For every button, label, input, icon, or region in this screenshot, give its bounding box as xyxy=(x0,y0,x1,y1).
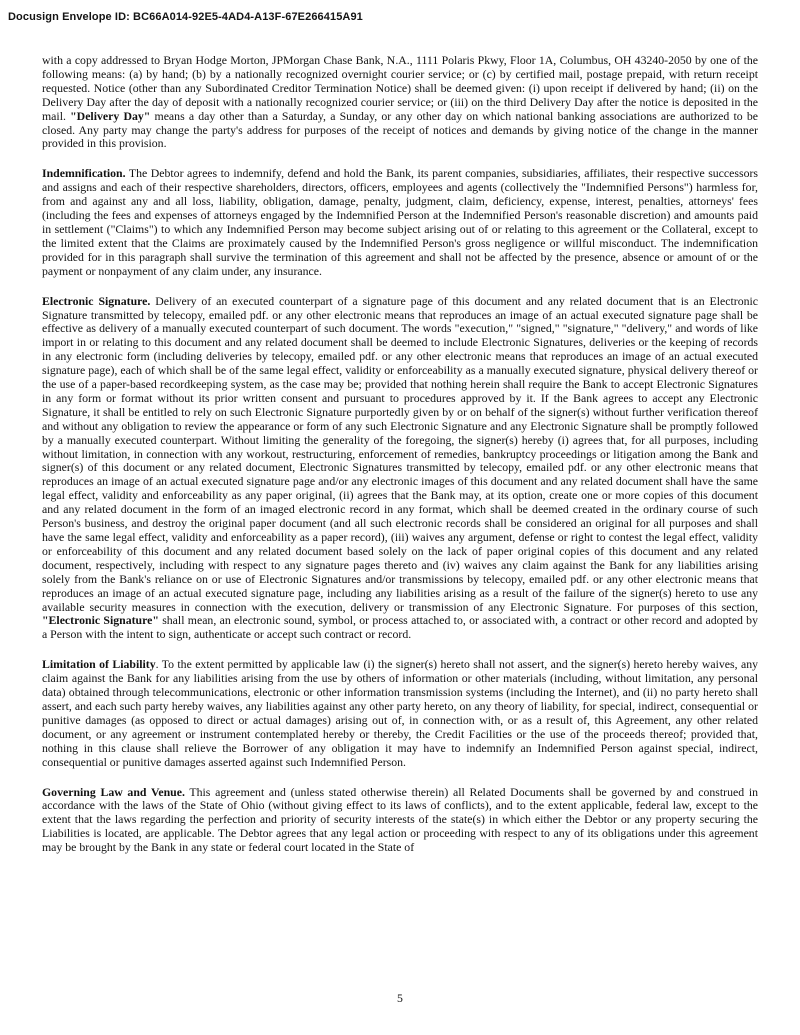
paragraph-text: with a copy addressed to Bryan Hodge Morton, JPMorgan Chase Bank, N.A., 1111 Polaris Pkwy, Floor 1A, Columbus, OH 43240-2050 by one of the following means: (a) by hand; (b) by a nationally recognized overnight courier service; or (c) by certified mail, postage prepaid, with return receipt requested. Notice (other than any Subordinated Creditor Termination Notice) shall be deemed given: (i) upon receipt if delivered by hand; (ii) on the Delivery Day after the day of deposit with a nationally recognized courier service; or (iii) on the third Delivery Day after the notice is deposited in the mail. xyxy=(42,53,758,123)
paragraph xyxy=(42,167,758,278)
paragraph-bold-text: Indemnification. xyxy=(42,166,126,181)
page-number: 5 xyxy=(397,991,403,1005)
docusign-envelope-id: Docusign Envelope ID: BC66A014-92E5-4AD4-A13F-67E266415A91 xyxy=(8,11,363,23)
paragraph-text: . To the extent permitted by applicable law (i) the signer(s) hereto shall not assert, and the signer(s) hereto hereby waives, any claim against the Bank for any liabilities arising from the use by others of information or other materials (including, without limitation, any personal data) obtained through telecommunications, electronic or other information transmission systems (including the Internet), and (ii) no party hereto shall assert, and each such party hereby waives, any liabilities against any other party hereto, on any theory of liability, for special, indirect, consequential or punitive damages (as opposed to direct or actual damages) arising out of, in connection with, or as a result of, this Agreement, any other related document, or any agreement or instrument contemplated hereby or thereby, the Credit Facilities or the use of the proceeds thereof; provided that, nothing in this clause shall relieve the Borrower of any obligation it may have to indemnify an Indemnified Person against special, indirect, consequential or punitive damages asserted against such Indemnified Person. xyxy=(42,657,758,769)
paragraph-bold-text: "Electronic Signature" xyxy=(42,613,159,628)
paragraph-text: shall mean, an electronic sound, symbol, or process attached to, or associated with, a contract or other record and adopted by a Person with the intent to sign, authenticate or accept such contract or record. xyxy=(42,613,758,642)
paragraph-bold-text: Limitation of Liability xyxy=(42,657,156,672)
document-body xyxy=(42,54,758,855)
paragraph-bold-text: "Delivery Day" xyxy=(70,108,151,123)
paragraph-text: The Debtor agrees to indemnify, defend and hold the Bank, its parent companies, subsidiaries, affiliates, their respective successors and assigns and each of their respective shareholders, directors, officers, employees and agents (collectively the "Indemnified Persons") harmless for, from and against any and all loss, liability, obligation, damage, penalty, judgment, claim, deficiency, expense, interest, penalties, attorneys' fees (including the fees and expenses of attorneys engaged by the Indemnified Person at the Indemnified Person's reasonable discretion) and amounts paid in settlement ("Claims") to which any Indemnified Person may become subject arising out of or relating to this agreement or the Collateral, except to the limited extent that the Claims are proximately caused by the Indemnified Person's gross negligence or willful misconduct. The indemnification provided for in this paragraph shall survive the termination of this agreement and shall not be affected by the presence, absence or amount of or the payment or nonpayment of any claim under, any insurance. xyxy=(42,166,758,278)
paragraph xyxy=(42,786,758,856)
paragraph xyxy=(42,54,758,151)
paragraph xyxy=(42,295,758,643)
paragraph xyxy=(42,658,758,769)
paragraph-bold-text: Electronic Signature. xyxy=(42,293,151,308)
paragraph-text: means a day other than a Saturday, a Sunday, or any other day on which national banking associations are authorized to be closed. Any party may change the party's address for purposes of the receipt of notices and demands by giving notice of the change in the manner provided in this provision. xyxy=(42,108,758,151)
paragraph-text: Delivery of an executed counterpart of a signature page of this document and any related document that is an Electronic Signature transmitted by telecopy, emailed pdf. or any other electronic means that reproduces an image of an actual executed signature page shall be effective as delivery of a manually executed counterpart of such document. The words "execution," "signed," "signature," "delivery," and words of like import in or relating to this document and any related document shall be deemed to include Electronic Signatures, deliveries or the keeping of records in any electronic form (including deliveries by telecopy, emailed pdf. or any other electronic means that reproduces an image of an actual executed signature page), each of which shall be of the same legal effect, validity or enforceability as a manually executed signature, physical delivery thereof or the use of a paper-based recordkeeping system, as the case may be; provided that nothing herein shall require the Bank to accept Electronic Signatures in any form or format without its prior written consent and pursuant to procedures approved by it. If the Bank agrees to accept any Electronic Signature, it shall be entitled to rely on such Electronic Signature purportedly given by or on behalf of the signer(s) without further verification thereof and without any obligation to review the appearance or form of any such Electronic Signature and any Electronic Signature shall be promptly followed by a manually executed counterpart. Without limiting the generality of the foregoing, the signer(s) hereby (i) agrees that, for all purposes, including without limitation, in connection with any workout, restructuring, enforcement of remedies, bankruptcy proceedings or litigation among the Bank and signer(s) of this document or any related document, Electronic Signatures transmitted by telecopy, emailed pdf. or any other electronic means that reproduces an image of an actual executed signature page and/or any electronic images of this document and any related document shall have the same legal effect, validity and enforceability as any paper original, (ii) agrees that the Bank may, at its option, create one or more copies of this document and any related document in the form of an imaged electronic record in any format, which shall be deemed created in the ordinary course of such Person's business, and destroy the original paper document (and all such electronic records shall be considered an original for all purposes and shall have the same legal effect, validity and enforceability as a paper record), (iii) waives any argument, defense or right to contest the legal effect, validity or enforceability of this document and any related document based solely on the lack of paper original copies of this document and any related document, respectively, including with respect to any signature pages thereto and (iv) waives any claim against the Bank for any liabilities arising solely from the Bank's reliance on or use of Electronic Signatures and/or transmissions by telecopy, emailed pdf. or any other electronic means that reproduces an image of an actual executed signature page, including any liabilities arising as a result of the failure of the signer(s) hereto to use any available security measures in connection with the execution, delivery or transmission of any Electronic Signature. For purposes of this section, xyxy=(42,293,758,614)
paragraph-text: This agreement and (unless stated otherwise therein) all Related Documents shall be governed by and construed in accordance with the laws of the State of Ohio (without giving effect to its laws of conflicts), and to the extent applicable, federal law, except to the extent that the laws regarding the perfection and priority of security interests of the state(s) in which either the Debtor or any property securing the Liabilities is located, are applicable. The Debtor agrees that any legal action or proceeding with respect to any of its obligations under this agreement may be brought by the Bank in any state or federal court located in the State of xyxy=(42,784,759,855)
paragraph-bold-text: Governing Law and Venue. xyxy=(42,784,185,799)
